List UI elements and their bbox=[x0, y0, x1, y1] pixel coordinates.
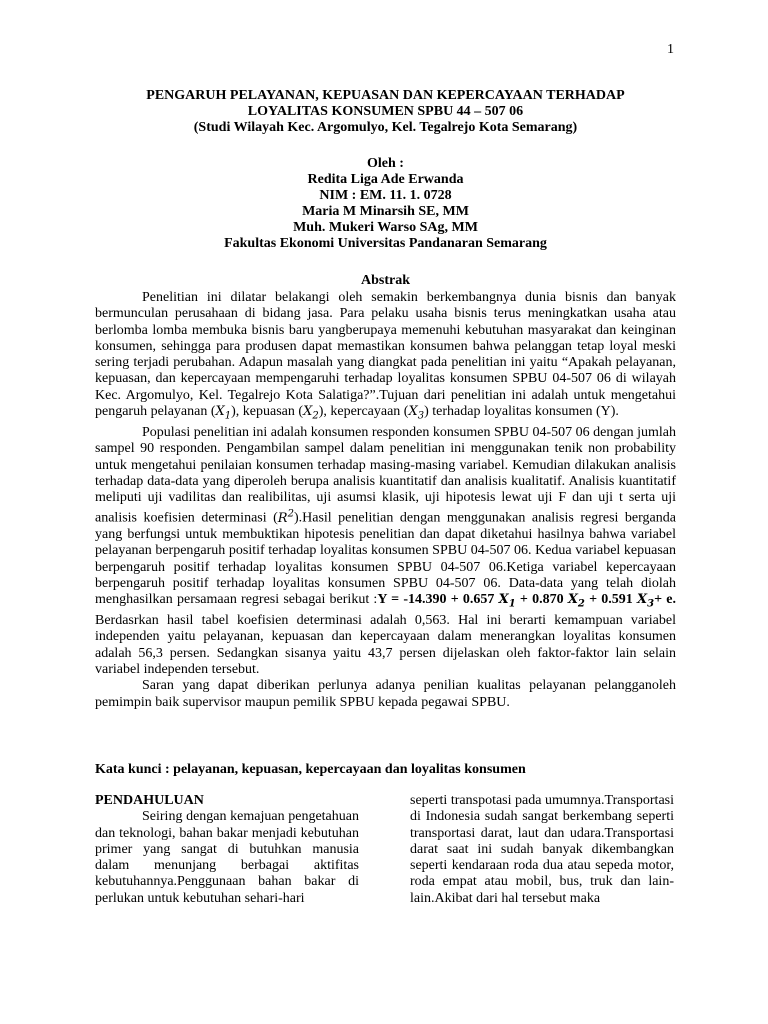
section-heading-introduction: PENDAHULUAN bbox=[95, 793, 204, 808]
abstract-paragraph-2 bbox=[95, 425, 676, 678]
abstract-p2-text-a: Populasi penelitian ini adalah konsumen responden konsumen SPBU 04-507 06 dengan jumlah sampel 90 responden. Pengambilan sampel dalam penelitian ini menggunakan tenik non probability untuk mengetahui penilaian konsumen terhadap masing-masing variabel. Kemudian dilakukan analisis terhadap data-data yang diperoleh berupa analisis kuantitatif dan analisis kualitatif. Analisis kuantitatif meliputi uji vadilitas dan realibilitas, uji asumsi klasik, uji hipotesis lewat uji F dan uji t serta uji analisis koefisien determinasi ( bbox=[95, 424, 676, 526]
var-x3: $X_3$ bbox=[408, 404, 425, 422]
abstract-p1-mid1: ), kepuasan ( bbox=[231, 404, 304, 420]
abstract-p2-text-b: ).Hasil penelitian dengan menggunakan analisis regresi berganda yang berfungsi untuk membuktikan hipotesis penelitian dan dapat diketahui hasilnya bahwa variabel pelayanan berpengaruh positif terhadap loyalitas konsumen SPBU 04-507 06. Kedua variabel kepuasan berpengaruh positif terhadap loyalitas konsumen SPBU 04-507 06.Ketiga variabel kepercayaan berpengaruh positif terhadap loyalitas konsumen SPBU 04-507 06. Data-data yang telah diolah menghasilkan persamaan regresi sebagai berikut : bbox=[95, 510, 676, 608]
intro-right-column bbox=[410, 793, 674, 907]
abstract-title: Abstrak bbox=[360, 273, 410, 288]
regression-equation: Y = -14.390 + 0.657 $X_1 + 0.870$ $X_2 + 0.591$ $X_3+ e$. bbox=[377, 592, 677, 610]
advisor-2: Muh. Mukeri Warso SAg, MM bbox=[293, 220, 478, 235]
page-number: 1 bbox=[667, 42, 674, 57]
intro-left-text: Seiring dengan kemajuan pengetahuan dan teknologi, bahan bakar menjadi kebutuhan primer yang sangat di butuhkan manusia dalam menunjang berbagai aktifitas kebutuhannya.Penggunaan bahan bakar di perlukan untuk kebutuhan sehari-hari bbox=[95, 809, 359, 906]
var-r-squared: $R^2$ bbox=[277, 508, 294, 526]
abstract-paragraph-1 bbox=[95, 290, 676, 425]
paper-title-line-2: LOYALITAS KONSUMEN SPBU 44 – 507 06 bbox=[247, 104, 524, 119]
by-label: Oleh : bbox=[367, 156, 404, 171]
abstract-p1-text: Penelitian ini dilatar belakangi oleh semakin berkembangnya dunia bisnis dan banyak bermunculan perusahaan di bidang jasa. Para pelaku usaha bisnis terus meningkatkan usaha atau berlomba lomba membuka bisnis baru yangberupaya memenuhi kebutuhan masyarakat dan keinginan konsumen, sehingga para produsen dapat memastikan konsumen bahwa pelanggan tetap loyal meski sering terjadi perubahan. Adapun masalah yang diangkat pada penelitian ini yaitu “Apakah pelayanan, kepuasan, dan kepercayaan mempengaruhi terhadap loyalitas konsumen SPBU 04-507 06 di wilayah Kec. Argomulyo, Kel. Tegalrejo Kota Salatiga?”.Tujuan dari penelitian ini adalah untuk mengetahui pengaruh pelayanan ( bbox=[95, 290, 676, 420]
abstract-p1-mid2: ), kepercayaan ( bbox=[318, 404, 409, 420]
paper-header bbox=[95, 88, 676, 136]
author-name: Redita Liga Ade Erwanda bbox=[307, 172, 464, 187]
var-x1: $X_1$ bbox=[215, 404, 232, 422]
abstract-p1-end: ) terhadap loyalitas konsumen (Y). bbox=[424, 404, 619, 420]
abstract-p2-text-c: Berdasrkan hasil tabel koefisien determinasi adalah 0,563. Hal ini berarti kemampuan variabel independen yaitu pelayanan, kepuasan dan kepercayaan dalam menerangkan loyalitas konsumen adalah 56,3 persen. Sedangkan sisanya yaitu 43,7 persen dijelaskan oleh faktor-faktor lain selain variabel independen tersebut. bbox=[95, 613, 676, 678]
advisor-1: Maria M Minarsih SE, MM bbox=[302, 204, 469, 219]
intro-left-column bbox=[95, 793, 359, 907]
abstract-body bbox=[95, 290, 676, 711]
paper-subtitle: (Studi Wilayah Kec. Argomulyo, Kel. Tegalrejo Kota Semarang) bbox=[193, 120, 578, 135]
var-x2: $X_2$ bbox=[303, 404, 319, 422]
keywords: Kata kunci : pelayanan, kepuasan, kepercayaan dan loyalitas konsumen bbox=[95, 762, 526, 777]
abstract-paragraph-3: Saran yang dapat diberikan perlunya adanya penilian kualitas pelayanan pelangganoleh pemimpin baik supervisor maupun pemilik SPBU kepada pegawai SPBU. bbox=[95, 678, 676, 710]
paper-title-line-1: PENGARUH PELAYANAN, KEPUASAN DAN KEPERCAYAAN TERHADAP bbox=[146, 88, 625, 103]
author-block bbox=[95, 156, 676, 252]
affiliation: Fakultas Ekonomi Universitas Pandanaran Semarang bbox=[224, 236, 547, 251]
intro-right-text: seperti transpotasi pada umumnya.Transportasi di Indonesia sudah sangat berkembang seperti transportasi darat, laut dan udara.Transportasi darat saat ini sudah banyak dikembangkan seperti kendaraan roda dua atau sepeda motor, roda empat atau mobil, bus, truk dan lain-lain.Akibat dari hal tersebut maka bbox=[410, 793, 674, 906]
author-nim: NIM : EM. 11. 1. 0728 bbox=[319, 188, 452, 203]
